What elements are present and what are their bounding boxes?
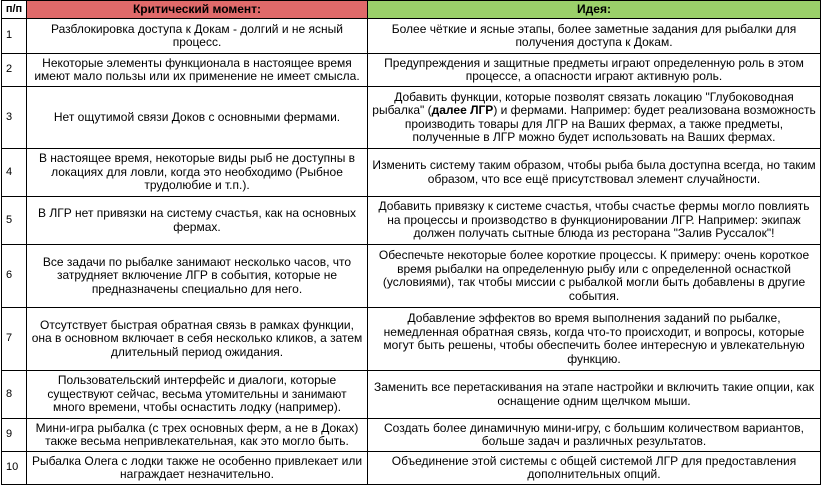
row-number: 10 (2, 452, 27, 485)
row-number: 2 (2, 54, 27, 87)
critical-cell: Мини-игра рыбалка (с трех основных ферм, а не в Доках) также весьма непривлекательная, как это могло быть. (27, 419, 368, 452)
critical-cell: Рыбалка Олега с лодки также не особенно привлекает или награждает незначительно. (27, 452, 368, 485)
header-idea: Идея: (368, 1, 821, 19)
table-row (2, 54, 821, 87)
table-row (2, 19, 821, 54)
idea-cell: Изменить систему таким образом, чтобы рыба была доступна всегда, но таким образом, что все ещё присутствовал элемент случайности. (368, 149, 821, 197)
row-number: 1 (2, 19, 27, 54)
critical-cell: Отсутствует быстрая обратная связь в рамках функции, она в основном включает в себя несколько кликов, а затем длительный период ожидания. (27, 308, 368, 371)
critical-cell: В настоящее время, некоторые виды рыб не доступны в локациях для ловли, когда это необходимо (Рыбное трудолюбие и т.п.). (27, 149, 368, 197)
critical-cell: Разблокировка доступа к Докам - долгий и не ясный процесс. (27, 19, 368, 54)
idea-cell: Объединение этой системы с общей системой ЛГР для предоставления дополнительных опций. (368, 452, 821, 485)
table-row (2, 245, 821, 308)
row-number: 4 (2, 149, 27, 197)
idea-cell: Добавление эффектов во время выполнения заданий по рыбалке, немедленная обратная связь, когда что-то происходит, и вопросы, которые могут быть решены, чтобы обеспечить более интересную и увлекательную функцию. (368, 308, 821, 371)
table-row (2, 149, 821, 197)
row-number: 3 (2, 87, 27, 149)
table-row (2, 419, 821, 452)
ideas-table (1, 0, 821, 485)
idea-cell: Более чёткие и ясные этапы, более заметные задания для рыбалки для получения доступа к Докам. (368, 19, 821, 54)
header-number: п/п (2, 1, 27, 19)
critical-cell: Нет ощутимой связи Доков с основными фермами. (27, 87, 368, 149)
idea-cell (368, 87, 821, 149)
row-number: 6 (2, 245, 27, 308)
idea-cell: Заменить все перетаскивания на этапе настройки и включить такие опции, как оснащение одним щелчком мыши. (368, 371, 821, 419)
idea-text-continued: ) и фермами. Например: будет реализована возможность производить товары для ЛГР на Ваших фермах, а также предметы, полученные в ЛГР можно будет использовать на Ваших фермах. (404, 103, 816, 144)
idea-bold-term: далее ЛГР (431, 103, 494, 117)
critical-cell: Все задачи по рыбалке занимают несколько часов, что затрудняет включение ЛГР в события, которые не предназначены специально для него. (27, 245, 368, 308)
critical-cell: Некоторые элементы функционала в настоящее время имеют мало пользы или их применение не имеет смысла. (27, 54, 368, 87)
row-number: 7 (2, 308, 27, 371)
header-row (2, 1, 821, 19)
idea-text: Добавить функции, которые позволят связать локацию "Глубоководная рыбалка" ( (372, 89, 794, 117)
row-number: 8 (2, 371, 27, 419)
idea-cell: Предупреждения и защитные предметы играют определенную роль в этом процессе, а опасности играют активную роль. (368, 54, 821, 87)
idea-cell: Обеспечьте некоторые более короткие процессы. К примеру: очень короткое время рыбалки на определенную рыбу или с определенной оснасткой (условиями), так чтобы миссии с рыбалкой могли быть добавлены в другие события. (368, 245, 821, 308)
critical-cell: В ЛГР нет привязки на систему счастья, как на основных фермах. (27, 197, 368, 245)
table-row (2, 452, 821, 485)
idea-cell: Добавить привязку к системе счастья, чтобы счастье фермы могло повлиять на процессы и производство в функционировании ЛГР. Например: экипаж должен получать сытные блюда из ресторана "Залив Русcалок"! (368, 197, 821, 245)
row-number: 5 (2, 197, 27, 245)
header-critical-moment: Критический момент: (27, 1, 368, 19)
table-row (2, 87, 821, 149)
critical-cell: Пользовательский интерфейс и диалоги, которые существуют сейчас, весьма утомительны и занимают много времени, чтобы оснастить лодку (например). (27, 371, 368, 419)
table-row (2, 197, 821, 245)
table-row (2, 371, 821, 419)
idea-cell: Создать более динамичную мини-игру, с большим количеством вариантов, больше задач и различных результатов. (368, 419, 821, 452)
row-number: 9 (2, 419, 27, 452)
table-row (2, 308, 821, 371)
